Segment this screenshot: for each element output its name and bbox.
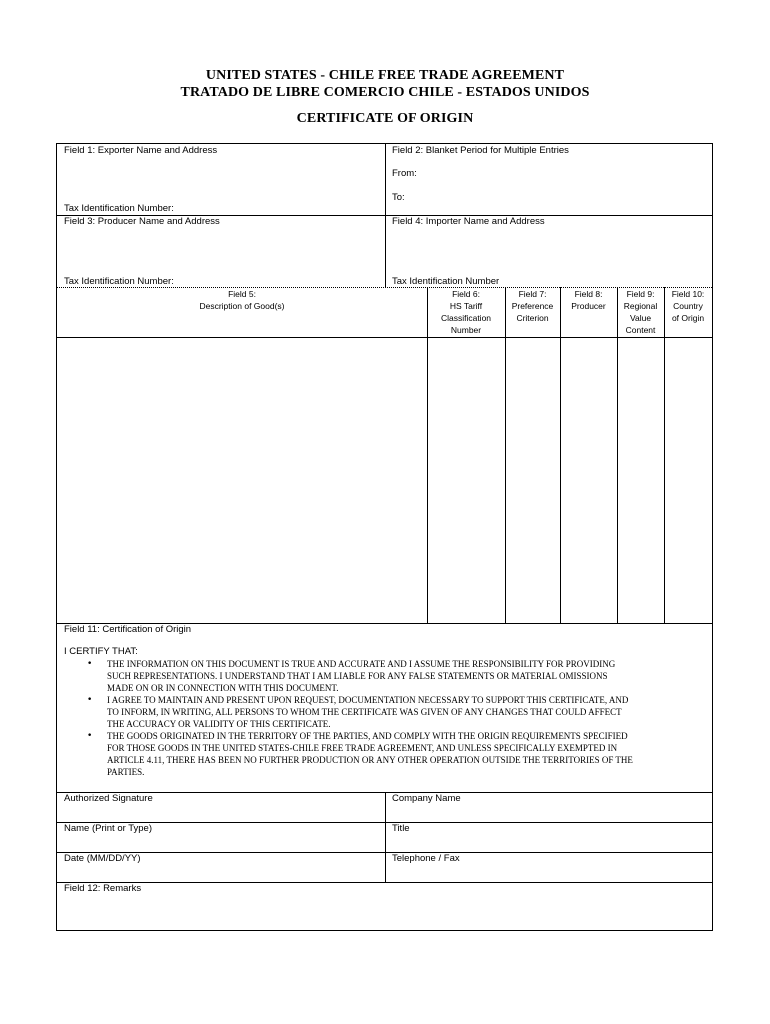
col-header-line: HS Tariff [449, 301, 483, 311]
col-header-hs-tariff [427, 288, 505, 336]
bullet-line: ARTICLE 4.11, THERE HAS BEEN NO FURTHER PRODUCTION OR ANY OTHER OPERATION OUTSIDE THE TERRITORIES OF THE [107, 755, 633, 765]
bullet-icon: • [87, 695, 93, 705]
col-header-line: Field 5: [228, 289, 256, 299]
divider-col-6 [427, 287, 428, 623]
col-header-line: Content [625, 325, 656, 335]
col-header-line: Field 8: [574, 289, 603, 299]
divider-top-center [385, 144, 386, 287]
certificate-form [56, 143, 713, 931]
bullet-line: I AGREE TO MAINTAIN AND PRESENT UPON REQUEST, DOCUMENTATION NECESSARY TO SUPPORT THIS CERTIFICATE, AND [107, 695, 629, 705]
company-name-label: Company Name [392, 793, 461, 804]
col-header-line: Preference [511, 301, 554, 311]
date-label: Date (MM/DD/YY) [64, 853, 141, 864]
bullet-icon: • [87, 659, 93, 669]
certification-bullet [87, 658, 707, 694]
col-header-line: Criterion [516, 313, 549, 323]
certification-bullet [87, 694, 707, 730]
divider-col-10 [664, 287, 665, 623]
bullet-line: SUCH REPRESENTATIONS. I UNDERSTAND THAT I AM LIABLE FOR ANY FALSE STATEMENTS OR MATERIAL OMISSIONS [107, 671, 608, 681]
bullet-line: THE GOODS ORIGINATED IN THE TERRITORY OF THE PARTIES, AND COMPLY WITH THE ORIGIN REQUIREMENTS SPECIFIED [107, 731, 628, 741]
col-header-regional-value [617, 288, 664, 336]
field3-label: Field 3: Producer Name and Address [64, 216, 220, 227]
col-header-line: Field 7: [518, 289, 547, 299]
field2-from-label: From: [392, 168, 417, 179]
col-header-line: Regional [623, 301, 658, 311]
divider-table-header [57, 337, 712, 338]
field3-tax-label: Tax Identification Number: [64, 276, 174, 287]
col-header-line: Country [673, 301, 703, 311]
certification-bullet [87, 730, 707, 778]
field1-label: Field 1: Exporter Name and Address [64, 145, 218, 156]
certification-bullets [87, 658, 707, 778]
field4-label: Field 4: Importer Name and Address [392, 216, 545, 227]
col-header-country [664, 288, 712, 324]
title-certificate: CERTIFICATE OF ORIGIN [296, 111, 474, 126]
bullet-line: THE INFORMATION ON THIS DOCUMENT IS TRUE AND ACCURATE AND I ASSUME THE RESPONSIBILITY FOR PROVIDING [107, 659, 616, 669]
col-header-line: Field 6: [452, 289, 480, 299]
divider-col-7 [505, 287, 506, 623]
field2-to-label: To: [392, 192, 405, 203]
name-label: Name (Print or Type) [64, 823, 152, 834]
bullet-line: TO INFORM, IN WRITING, ALL PERSONS TO WHOM THE CERTIFICATE WAS GIVEN OF ANY CHANGES THAT COULD AFFECT [107, 707, 622, 717]
bullet-icon: • [87, 731, 93, 741]
col-header-line: Description of Good(s) [199, 301, 285, 311]
authorized-signature-label: Authorized Signature [64, 793, 153, 804]
col-header-line: of Origin [671, 313, 705, 323]
bullet-line: FOR THOSE GOODS IN THE UNITED STATES-CHILE FREE TRADE AGREEMENT, AND UNLESS SPECIFICALLY EXEMPTED IN [107, 743, 618, 753]
col-header-line: Producer [571, 301, 606, 311]
divider-sig3 [57, 882, 712, 883]
field11-label: Field 11: Certification of Origin [64, 624, 192, 635]
title-spanish: TRATADO DE LIBRE COMERCIO CHILE - ESTADOS UNIDOS [180, 85, 590, 100]
divider-sig-center [385, 792, 386, 882]
field2-label: Field 2: Blanket Period for Multiple Entries [392, 145, 569, 156]
col-header-line: Field 10: [671, 289, 705, 299]
bullet-line: PARTIES. [107, 767, 145, 777]
col-header-line: Classification [440, 313, 492, 323]
col-header-description [57, 288, 427, 312]
remarks-label: Field 12: Remarks [64, 883, 142, 894]
title-english: UNITED STATES - CHILE FREE TRADE AGREEMENT [205, 68, 565, 83]
bullet-line: THE ACCURACY OR VALIDITY OF THIS CERTIFICATE. [107, 719, 331, 729]
col-header-line: Number [450, 325, 482, 335]
col-header-line: Field 9: [626, 289, 655, 299]
bullet-line: MADE ON OR IN CONNECTION WITH THIS DOCUMENT. [107, 683, 339, 693]
divider-col-9 [617, 287, 618, 623]
title-label: Title [392, 823, 410, 834]
field1-tax-label: Tax Identification Number: [64, 203, 174, 214]
col-header-producer [560, 288, 617, 312]
col-header-preference [505, 288, 560, 324]
field4-tax-label: Tax Identification Number [392, 276, 500, 287]
telephone-label: Telephone / Fax [392, 853, 460, 864]
divider-col-8 [560, 287, 561, 623]
col-header-line: Value [629, 313, 652, 323]
certify-label: I CERTIFY THAT: [64, 646, 138, 657]
